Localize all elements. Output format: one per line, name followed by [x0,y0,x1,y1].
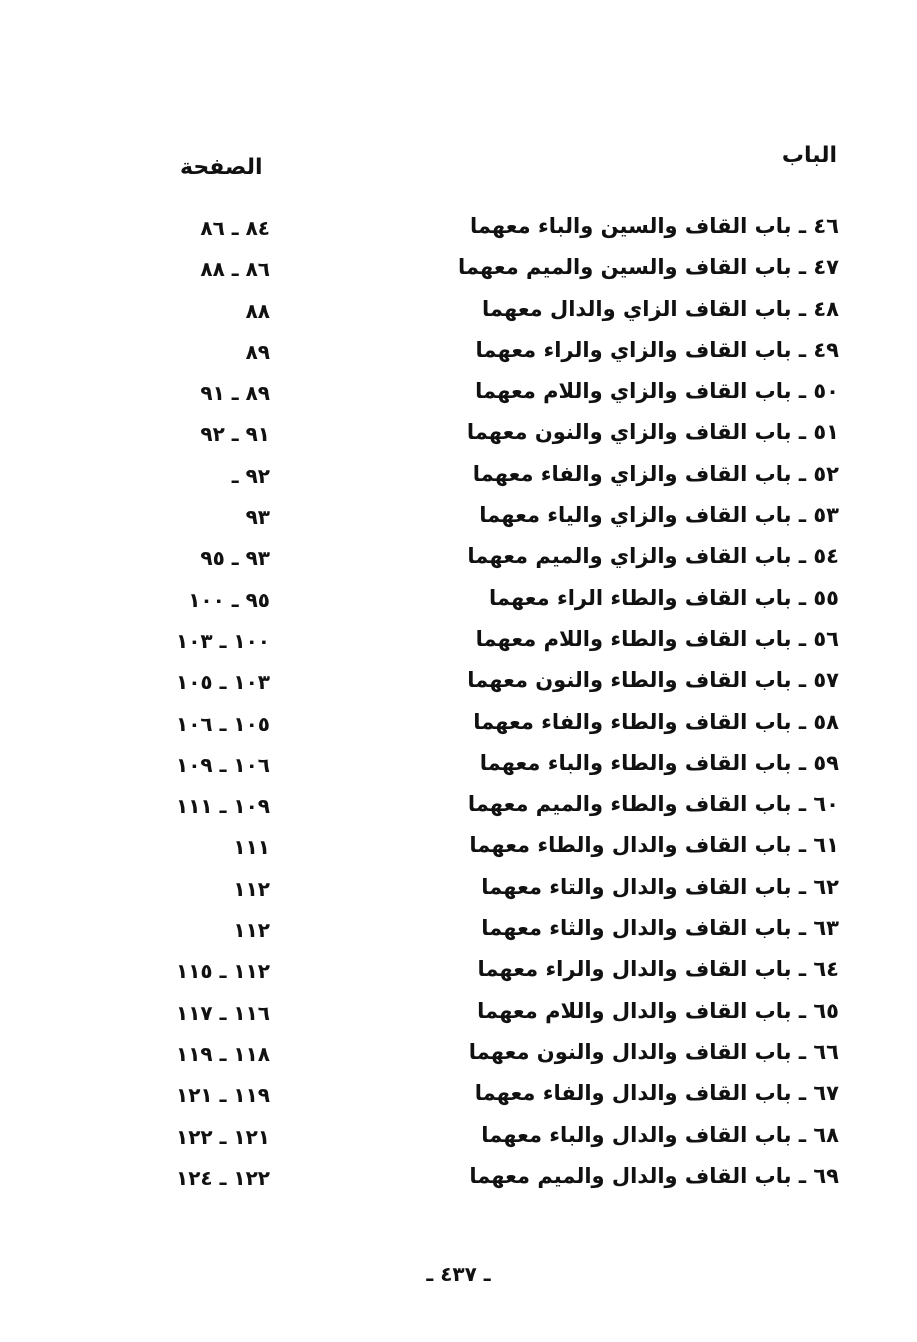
toc-entry [0,499,917,540]
toc-entry [0,953,917,994]
toc-entry-title: ٦٢ ـ باب القاف والدال والتاء معهما [481,874,839,899]
toc-entry [0,706,917,747]
toc-entry [0,416,917,457]
toc-entry-pages: ٨٩ ـ ٩١ [200,381,270,406]
toc-entry-pages: ١١٩ ـ ١٢١ [175,1083,270,1108]
toc-entry-pages: ١٢١ ـ ١٢٢ [175,1124,270,1149]
toc-entry-title: ٤٦ ـ باب القاف والسين والباء معهما [469,214,839,238]
toc-entry-pages: ٩٣ ـ ٩٥ [200,546,270,571]
page-column-heading: الصفحة [180,155,263,180]
toc-entry-title: ٥٦ ـ باب القاف والطاء واللام معهما [475,626,839,651]
toc-entry [0,210,917,251]
toc-entry [0,334,917,375]
toc-entry-title: ٦٨ ـ باب القاف والدال والباء معهما [481,1122,839,1147]
toc-entry [0,995,917,1036]
toc-entry-pages: ١١٨ ـ ١١٩ [175,1041,270,1066]
toc-entry-pages: ٨٦ ـ ٨٨ [200,257,270,282]
toc-entry-pages: ٩٢ ـ [231,463,270,488]
toc-entry [0,912,917,953]
toc-entry-title: ٥١ ـ باب القاف والزاي والنون معهما [466,420,839,445]
toc-entry-title: ٥٠ ـ باب القاف والزاي واللام معهما [475,379,839,404]
toc-entry-title: ٥٧ ـ باب القاف والطاء والنون معهما [467,668,839,693]
toc-entry-title: ٦٣ ـ باب القاف والدال والثاء معهما [481,916,839,941]
toc-entry-title: ٥٥ ـ باب القاف والطاء الراء معهما [488,585,839,610]
chapter-column-heading: الباب [781,143,837,168]
toc-entry-title: ٥٩ ـ باب القاف والطاء والباء معهما [479,750,839,775]
toc-entry-pages: ٨٩ [245,339,270,364]
toc-entry [0,293,917,334]
toc-entry-title: ٤٨ ـ باب القاف الزاي والدال معهما [482,296,839,321]
toc-entry-title: ٦٦ ـ باب القاف والدال والنون معهما [468,1039,839,1064]
toc-entry-title: ٦٥ ـ باب القاف والدال واللام معهما [477,998,839,1023]
toc-entry-pages: ١١٢ [233,918,270,943]
toc-entry-pages: ١٠٩ ـ ١١١ [175,794,270,819]
toc-entry-pages: ١٠٥ ـ ١٠٦ [175,711,270,736]
toc-entry-pages: ٩٥ ـ ١٠٠ [188,587,270,612]
toc-entry-pages: ٨٤ ـ ٨٦ [200,216,270,240]
toc-entry [0,540,917,581]
table-of-contents [0,210,917,1201]
toc-entry-pages: ١٠٠ ـ ١٠٣ [175,628,270,653]
toc-entry-title: ٦٧ ـ باب القاف والدال والفاء معهما [474,1081,839,1106]
toc-entry [0,582,917,623]
toc-entry-title: ٥٨ ـ باب القاف والطاء والفاء معهما [473,709,839,734]
toc-entry [0,1077,917,1118]
toc-entry-title: ٤٧ ـ باب القاف والسين والميم معهما [458,255,839,280]
toc-entry-title: ٥٣ ـ باب القاف والزاي والياء معهما [479,503,839,528]
toc-entry-pages: ١٠٣ ـ ١٠٥ [175,670,270,695]
toc-entry-title: ٦٩ ـ باب القاف والدال والميم معهما [469,1163,839,1188]
toc-entry-title: ٦٠ ـ باب القاف والطاء والميم معهما [467,792,839,817]
toc-entry [0,829,917,870]
toc-entry [0,375,917,416]
toc-entry-pages: ١٠٦ ـ ١٠٩ [175,752,270,777]
toc-entry [0,458,917,499]
page-number: ـ ٤٣٧ ـ [426,1262,491,1286]
toc-entry [0,1119,917,1160]
toc-entry [0,871,917,912]
toc-entry-title: ٥٤ ـ باب القاف والزاي والميم معهما [467,544,839,569]
toc-entry-title: ٤٩ ـ باب القاف والزاي والراء معهما [475,337,839,362]
toc-entry [0,664,917,705]
toc-entry-pages: ٩١ ـ ٩٢ [200,422,270,447]
toc-entry [0,251,917,292]
toc-entry [0,1160,917,1201]
toc-entry-title: ٦١ ـ باب القاف والدال والطاء معهما [469,833,839,858]
toc-entry-pages: ١١١ [233,835,270,860]
toc-entry [0,623,917,664]
toc-entry-pages: ١١٢ [233,876,270,901]
toc-entry [0,788,917,829]
toc-entry-pages: ١١٢ ـ ١١٥ [175,959,270,984]
toc-entry-pages: ٨٨ [245,298,270,323]
toc-entry-title: ٥٢ ـ باب القاف والزاي والفاء معهما [472,461,839,486]
toc-entry-pages: ٩٣ [245,505,270,530]
toc-entry-title: ٦٤ ـ باب القاف والدال والراء معهما [477,957,839,982]
toc-entry-pages: ١١٦ ـ ١١٧ [175,1000,270,1025]
toc-entry [0,747,917,788]
toc-entry [0,1036,917,1077]
toc-entry-pages: ١٢٢ ـ ١٢٤ [175,1165,270,1190]
